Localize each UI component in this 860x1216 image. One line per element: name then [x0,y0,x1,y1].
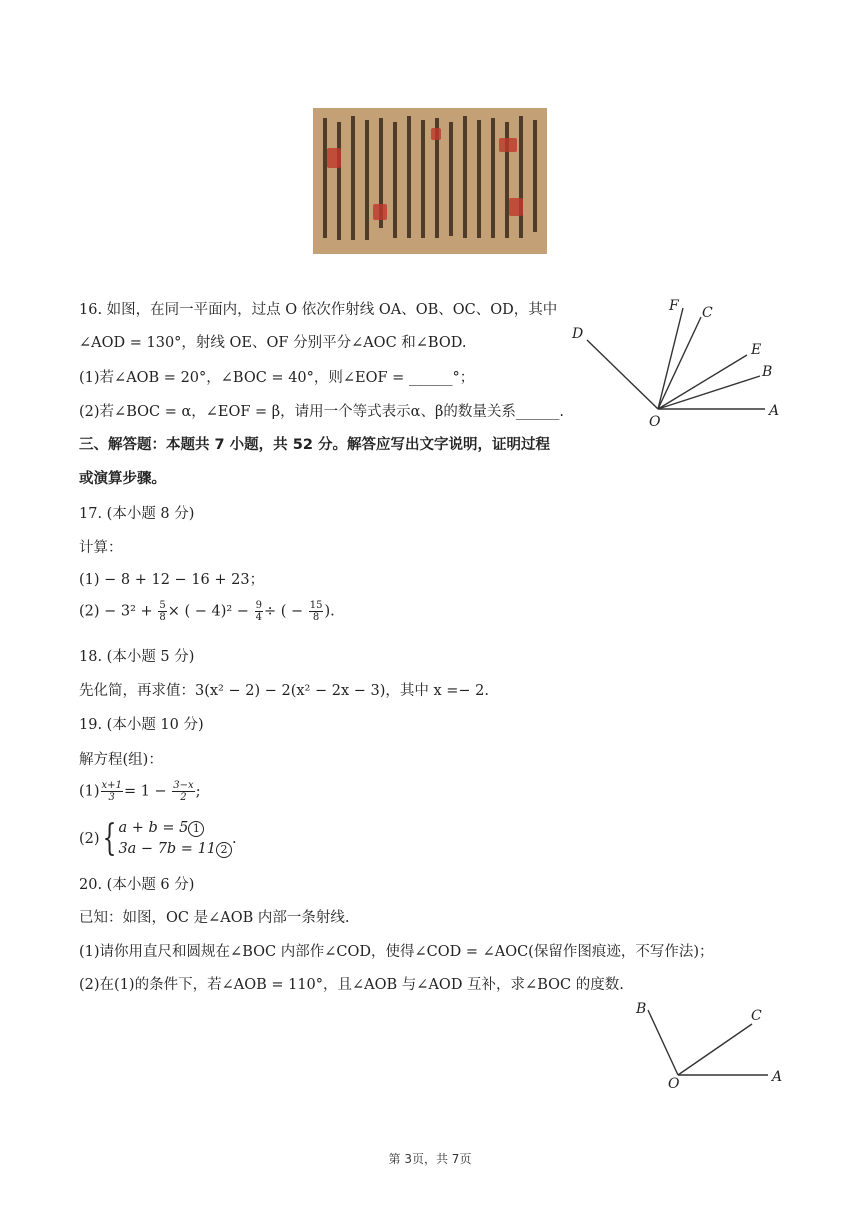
fraction-denominator: 4 [255,612,262,623]
q16-part1: (1)若∠AOB = 20°，∠BOC = 40°，则∠EOF = ______°； [79,370,475,386]
q17-fraction-1 [158,600,166,623]
q16-part2: (2)若∠BOC = α，∠EOF = β，请用一个等式表示α、β的数量关系______. [79,404,564,420]
q19-header: 19. (本小题 10 分) [79,717,204,733]
ray-ob [648,1010,678,1075]
q19-part2 [79,818,237,860]
q17-part2-prefix: (2) − 3² + [79,603,158,620]
q17-fraction-2 [255,600,263,623]
q20-part1: (1)请你用直尺和圆规在∠BOC 内部作∠COD，使得∠COD = ∠AOC(保留作图痕迹，不写作法)； [79,944,714,960]
q20-line1: 已知：如图，OC 是∠AOB 内部一条射线. [79,910,350,926]
calligraphy-image [313,108,547,254]
fraction-numerator: 5 [159,600,166,611]
label-c: C [751,1008,762,1024]
ray-oc [678,1024,752,1075]
circled-number-2: 2 [216,842,232,858]
q19-intro: 解方程(组)： [79,752,163,768]
label-b: B [762,364,773,380]
label-a: A [769,403,780,419]
q19-part1-mid: = 1 − [123,783,172,800]
fraction-numerator: 9 [255,600,262,611]
equation-2: 3a − 7b = 11 [118,841,217,857]
label-b: B [636,1001,647,1017]
q16-line2: ∠AOD = 130°，射线 OE、OF 分别平分∠AOC 和∠BOD. [79,335,467,351]
section3-heading-line1: 三、解答题：本题共 7 小题，共 52 分。解答应写出文字说明，证明过程 [79,437,550,453]
q17-part1: (1) − 8 + 12 − 16 + 23； [79,572,265,588]
fraction-numerator: x+1 [101,780,122,791]
q20-figure [630,995,790,1095]
page-footer: 第 3页，共 7页 [388,1152,472,1166]
fraction-denominator: 3 [108,792,115,803]
fraction-denominator: 8 [312,612,320,623]
label-e: E [751,342,762,358]
label-f: F [669,298,679,314]
label-c: C [702,305,713,321]
q17-part2 [79,600,335,623]
q19-part1-end: ; [195,783,201,800]
label-a: A [772,1069,783,1085]
q17-intro: 计算： [79,540,123,556]
q16-line1: 16. 如图，在同一平面内，过点 O 依次作射线 OA、OB、OC、OD，其中 [79,302,558,318]
q17-header: 17. (本小题 8 分) [79,506,195,522]
ray-ob [658,376,760,409]
circled-number-1: 1 [188,821,204,837]
q19-part2-label: (2) [79,831,100,847]
q19-fraction-left [101,780,123,803]
q16-figure [565,290,790,430]
equation-system [118,818,232,860]
fraction-numerator: 3−x [173,780,194,791]
q19-part1-label: (1) [79,783,100,800]
q17-fraction-3 [309,600,324,623]
fraction-denominator: 8 [159,612,166,623]
q17-part2-mid1: × ( − 4)² − [167,603,254,620]
q19-part2-end: . [232,831,237,847]
fraction-numerator: 15 [309,600,323,611]
label-d: D [572,326,584,342]
ray-od [587,340,658,409]
q20-part2: (2)在(1)的条件下，若∠AOB = 110°，且∠AOB 与∠AOD 互补，求∠BOC 的度数. [79,977,624,993]
q18-text: 先化简，再求值：3(x² − 2) − 2(x² − 2x − 3)，其中 x =− 2. [79,683,490,699]
label-o: O [668,1076,680,1092]
q19-fraction-right [172,780,194,803]
label-o: O [649,414,661,430]
q17-part2-mid2: ÷ ( − [263,603,308,620]
brace-icon: { [102,818,116,859]
equation-1: a + b = 5 [118,820,189,836]
q19-part1 [79,780,201,803]
q17-part2-suffix: ). [324,603,335,620]
section3-heading-line2: 或演算步骤。 [79,471,166,487]
ray-of [658,308,683,409]
q20-header: 20. (本小题 6 分) [79,877,195,893]
fraction-denominator: 2 [180,792,187,803]
q18-header: 18. (本小题 5 分) [79,649,195,665]
